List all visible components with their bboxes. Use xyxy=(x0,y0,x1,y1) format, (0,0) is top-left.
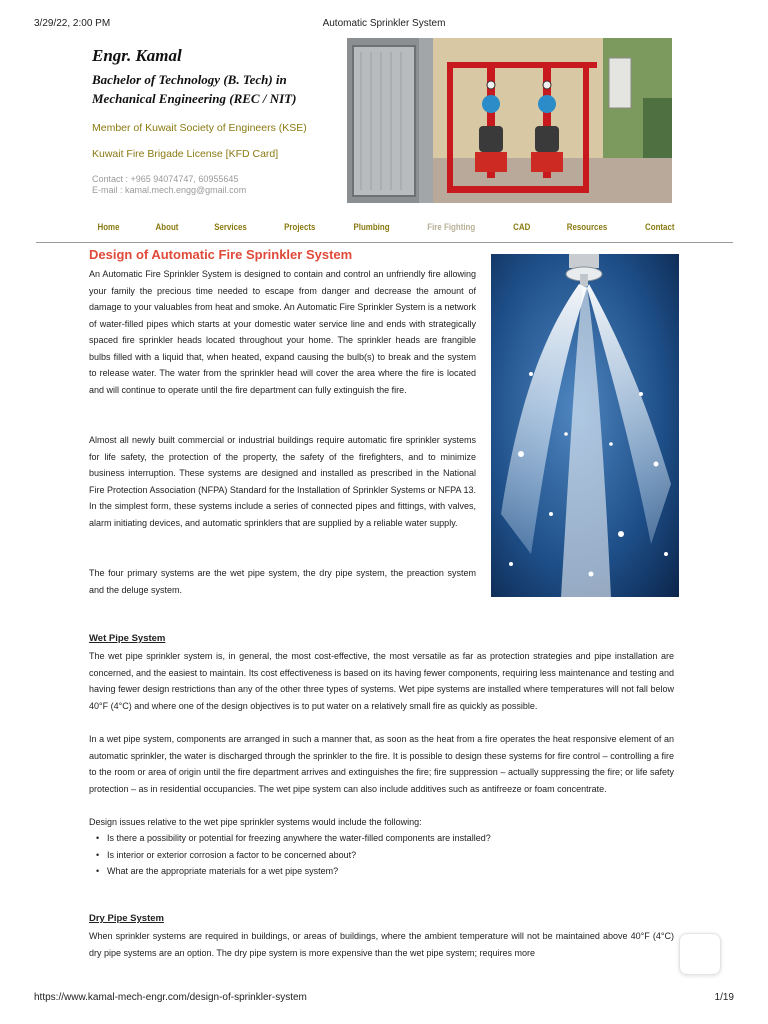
author-license: Kuwait Fire Brigade License [KFD Card] xyxy=(92,148,279,160)
print-timestamp: 3/29/22, 2:00 PM xyxy=(34,18,111,29)
print-url: https://www.kamal-mech-engr.com/design-of-sprinkler-system xyxy=(34,992,307,1003)
author-block xyxy=(92,46,342,196)
list-item: • Is there a possibility or potential for freezing anywhere the water-filled components are installed? xyxy=(89,830,674,847)
hero-image-fire-pumps xyxy=(347,38,672,203)
print-title: Automatic Sprinkler System xyxy=(322,18,446,29)
nav-contact[interactable]: Contact xyxy=(644,222,674,232)
dry-pipe-paragraph-1: When sprinkler systems are required in buildings, or areas of buildings, where the ambient temperature will not be maintained above 40°F (4°C) dry pipe systems are an option. The dry pipe system is more expensive than the wet pipe system; requires more xyxy=(89,931,674,958)
list-item: • Is interior or exterior corrosion a factor to be concerned about? xyxy=(89,847,674,864)
author-degree-line2: Mechanical Engineering (REC / NIT) xyxy=(92,91,297,106)
systems-overview-paragraph: The four primary systems are the wet pipe system, the dry pipe system, the preaction system and the deluge system. xyxy=(89,568,476,595)
sprinkler-spray-illustration xyxy=(491,254,679,597)
author-email: E-mail : kamal.mech.engg@gmail.com xyxy=(92,185,247,195)
intro-paragraph: An Automatic Fire Sprinkler System is designed to contain and control an unfriendly fire allowing your family the precious time needed to escape from danger and decrease the amount of damage to your valuables from heat and smoke. An Automatic Fire Sprinkler System is a network of water-filled pipes which starts at your domestic water service line and ends with strategically spaced fire sprinkler heads located throughout your home. The sprinkler heads are frangible bulbs filled with a liquid that, when heated, expand causing the bulb(s) to break and the system to release water. The water from the sprinkler head will cover the area where the fire is located and will continue to operate until the fire department can fully extinguish the fire. xyxy=(89,269,476,395)
author-degree-line1: Bachelor of Technology (B. Tech) in xyxy=(92,72,287,87)
nav-plumbing[interactable]: Plumbing xyxy=(352,222,390,232)
floating-action-button[interactable] xyxy=(679,933,721,975)
fire-pump-illustration xyxy=(347,38,672,203)
dry-pipe-heading: Dry Pipe System xyxy=(89,913,164,924)
nav-home[interactable]: Home xyxy=(97,222,120,232)
nav-divider xyxy=(36,242,733,243)
wet-pipe-paragraph-2: In a wet pipe system, components are arranged in such a manner that, as soon as the heat from a fire operates the heat responsive element of an automatic sprinkler, the water is discharged through the sprinkler to the fire. It is possible to design these systems for fire control – controlling a fire to the room or area of origin until the fire department arrives and extinguishes the fire; fire suppression – actually suppressing the fire; or life safety protection – as in residential occupancies. The wet pipe system can also include additives such as antifreeze or foam concentrate. xyxy=(89,734,674,794)
list-item: • What are the appropriate materials for a wet pipe system? xyxy=(89,863,674,880)
commercial-paragraph: Almost all newly built commercial or industrial buildings require automatic fire sprinkler systems for life safety, the protection of the property, the safety of the firefighters, and to minimize business interruption. These systems are designed and installed as prescribed in the National Fire Protection Association (NFPA) Standard for the Installation of Sprinkler Systems or NFPA 13. In the simplest form, these systems include a series of connected pipes and fittings, with valves, alarm initiating devices, and automatic sprinklers that are supplied by a reliable water supply. xyxy=(89,435,476,528)
nav-fire-fighting[interactable]: Fire Fighting xyxy=(427,222,476,232)
wet-pipe-heading: Wet Pipe System xyxy=(89,633,166,644)
author-membership: Member of Kuwait Society of Engineers (KSE) xyxy=(92,122,307,134)
wet-pipe-paragraph-3: Design issues relative to the wet pipe sprinkler systems would include the following: xyxy=(89,817,422,827)
nav-cad[interactable]: CAD xyxy=(512,222,530,232)
wet-pipe-design-issues xyxy=(89,830,674,880)
nav-resources[interactable]: Resources xyxy=(566,222,608,232)
sprinkler-spray-image xyxy=(491,254,679,597)
nav-projects[interactable]: Projects xyxy=(284,222,316,232)
nav-services[interactable]: Services xyxy=(214,222,248,232)
wet-pipe-paragraph-1: The wet pipe sprinkler system is, in general, the most cost-effective, the most versatile as far as protection strategies and pipe installation are concerned, and the easiest to maintain. Its cost effectiveness is based on its having fewer components, requiring less maintenance and testing and having fewer design restrictions than any of the other three types of systems. Wet pipe systems are installed where temperatures will not fall below 40°F (4°C) and where one of the design objectives is to put water on a relatively small fire as quickly as possible. xyxy=(89,651,674,711)
site-nav xyxy=(96,222,676,238)
article-title: Design of Automatic Fire Sprinkler System xyxy=(89,247,353,262)
author-phone: Contact : +965 94074747, 60955645 xyxy=(92,174,239,184)
nav-about[interactable]: About xyxy=(155,222,179,232)
author-name: Engr. Kamal xyxy=(92,46,182,65)
print-page-number: 1/19 xyxy=(714,992,734,1003)
author-contact xyxy=(92,174,342,196)
